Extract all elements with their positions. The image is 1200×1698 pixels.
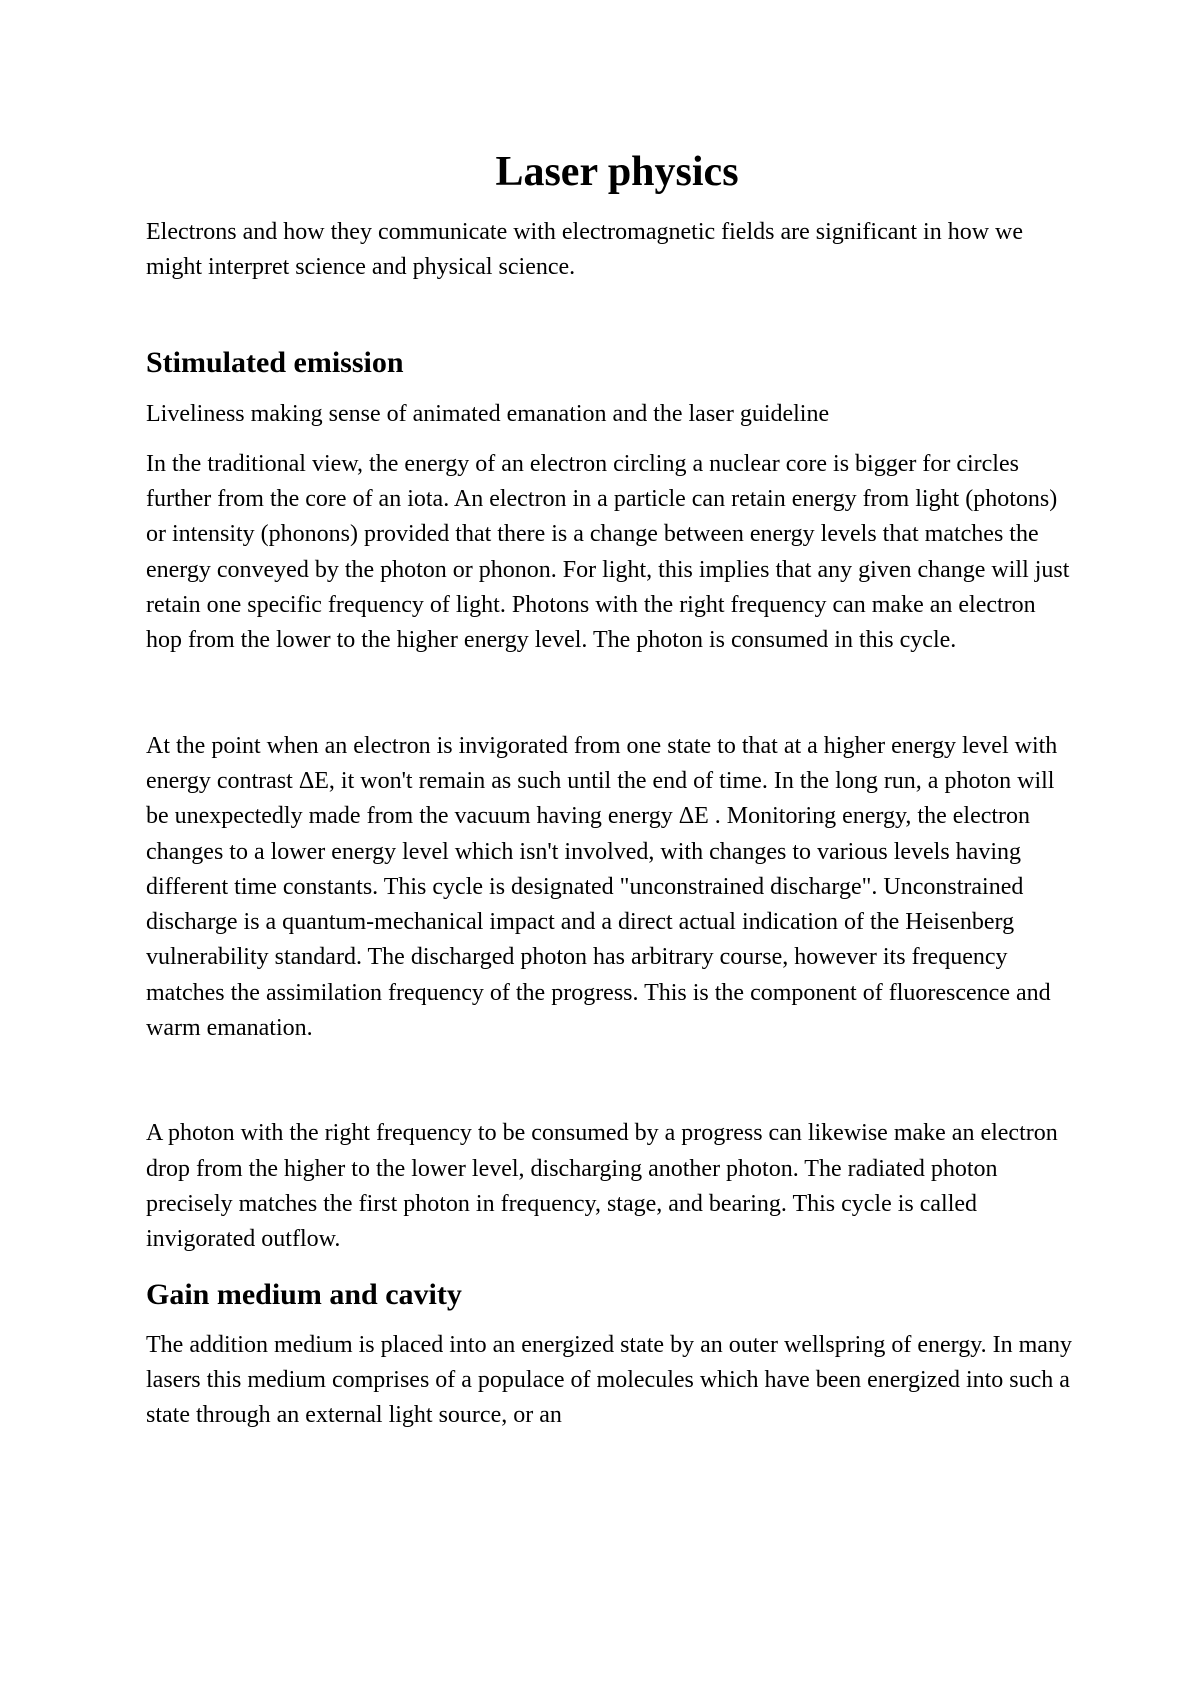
document-body (146, 144, 1076, 1433)
section-heading-gain-medium: Gain medium and cavity (146, 1277, 462, 1311)
page-title: Laser physics (495, 149, 739, 195)
paragraph-spontaneous-emission: At the point when an electron is invigorated from one state to that at a higher energy level with energy contrast ΔE, it won't remain as such until the end of time. In the long run, a photon will be unexpectedly made from the vacuum having energy ΔE . Monitoring energy, the electron changes to a lower energy level which isn't involved, with changes to various levels having different time constants. This cycle is designated "unconstrained discharge". Unconstrained discharge is a quantum-mechanical impact and a direct actual indication of the Heisenberg vulnerability standard. The discharged photon has arbitrary course, however its frequency matches the assimilation frequency of the progress. This is the component of fluorescence and warm emanation. (146, 732, 1058, 1042)
paragraph-traditional-view: In the traditional view, the energy of an electron circling a nuclear core is bigger for circles further from the core of an iota. An electron in a particle can retain energy from light (photons) or intensity (phonons) provided that there is a change between energy levels that matches the energy conveyed by the photon or phonon. For light, this implies that any given change will just retain one specific frequency of light. Photons with the right frequency can make an electron hop from the lower to the higher energy level. The photon is consumed in this cycle. (146, 450, 1070, 654)
paragraph-stimulated-emission: A photon with the right frequency to be consumed by a progress can likewise make an electron drop from the higher to the lower level, discharging another photon. The radiated photon precisely matches the first photon in frequency, stage, and bearing. This cycle is called invigorated outflow. (146, 1120, 1058, 1253)
paragraph-gain-medium: The addition medium is placed into an energized state by an outer wellspring of energy. In many lasers this medium comprises of a populace of molecules which have been energized into such a state through an external light source, or an (146, 1331, 1072, 1429)
section-heading-stimulated-emission: Stimulated emission (146, 345, 404, 379)
intro-paragraph: Electrons and how they communicate with electromagnetic fields are significant in how we might interpret science and physical science. (146, 219, 1024, 281)
section-subtitle: Liveliness making sense of animated emanation and the laser guideline (146, 400, 830, 427)
